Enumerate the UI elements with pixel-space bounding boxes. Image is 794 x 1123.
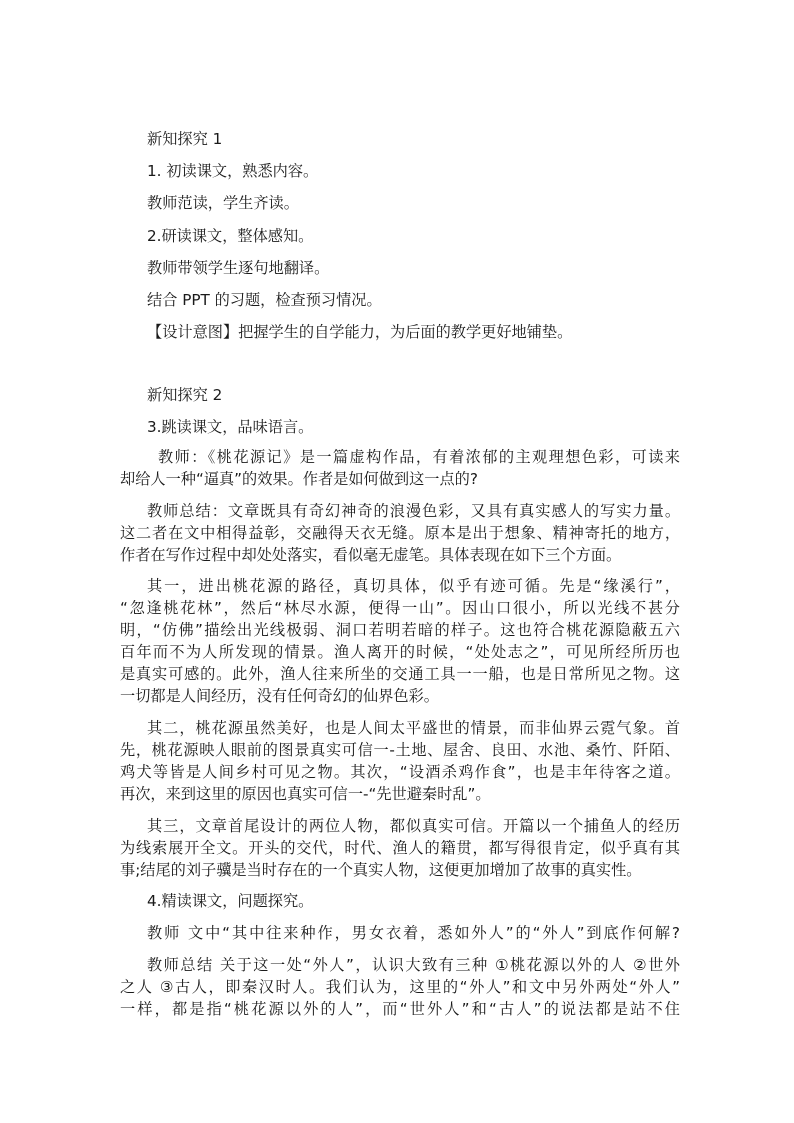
teacher-read-text: 教师范读，学生齐读。: [147, 194, 299, 212]
question-line: 教师：《桃花源记》是一篇虚构作品，有着浓郁的主观理想色彩，可读来: [158, 448, 680, 466]
summary2-line: 教师总结 关于这一处“外人”，认识大致有三种 ①桃花源以外的人 ②世外: [147, 956, 680, 974]
point2-line: 其二，桃花源虽然美好，也是人间太平盛世的情景，而非仙界云霓气象。首: [147, 719, 680, 737]
teacher-lead-text: 教师带领学生逐句地翻译。: [147, 259, 330, 277]
point1-line: 百年而不为人所发现的情景。渔人离开的时候，“处处志之”，可见所经所历也: [120, 643, 680, 661]
summary-line: 教师总结：文章既具有奇幻神奇的浪漫色彩，又具有真实感人的写实力量。: [147, 502, 680, 520]
point3-line: 为线索展开全文。开头的交代，时代、渔人的籍贯，都写得很肯定，似乎真有其: [120, 839, 680, 857]
step2-text: 2.研读课文，整体感知。: [147, 227, 314, 245]
step3-text: 3.跳读课文，品味语言。: [147, 418, 314, 436]
point1-line: “忽逢桃花林”，然后“林尽水源，便得一山”。因山口很小，所以光线不甚分: [120, 599, 680, 617]
section2-title: 新知探究 2: [147, 386, 223, 404]
point1-line: 明，“仿佛”描绘出光线极弱、洞口若明若暗的样子。这也符合桃花源隐蔽五六: [120, 621, 680, 639]
point3-line: 事;结尾的刘子骥是当时存在的一个真实人物，这便更加增加了故事的真实性。: [120, 861, 642, 879]
point2-line: 鸡犬等皆是人间乡村可见之物。其次，“设酒杀鸡作食”，也是丰年待客之道。: [120, 763, 680, 781]
question-line: 却给人一种“逼真”的效果。作者是如何做到这一点的?: [120, 470, 478, 488]
point1-line: 是真实可感的。此外，渔人往来所坐的交通工具一一船，也是日常所见之物。这: [120, 665, 680, 683]
point2-line: 再次，来到这里的原因也真实可信一-“先世避秦时乱”。: [120, 785, 491, 803]
ppt-text: 结合 PPT 的习题，检查预习情况。: [147, 291, 382, 309]
point2-line: 先，桃花源映人眼前的图景真实可信一-土地、屋舍、良田、水池、桑竹、阡陌、: [120, 741, 680, 759]
point1-line: 其一，进出桃花源的路径，真切具体，似乎有迹可循。先是“缘溪行”，: [147, 577, 680, 595]
point3-line: 其三，文章首尾设计的两位人物，都似真实可信。开篇以一个捕鱼人的经历: [147, 817, 680, 835]
step4-text: 4.精读课文，问题探究。: [147, 892, 314, 910]
summary2-line: 一样，都是指“桃花源以外的人”，而“世外人”和“古人”的说法都是站不住: [120, 1000, 680, 1018]
question2-text: 教师 文中“其中往来种作，男女衣着，悉如外人”的“外人”到底作何解?: [147, 924, 680, 942]
summary-line: 这二者在文中相得益彰，交融得天衣无缝。原本是出于想象、精神寄托的地方，: [120, 524, 680, 542]
point1-line: 一切都是人间经历，没有任何奇幻的仙界色彩。: [120, 687, 439, 705]
design-intent-text: 【设计意图】把握学生的自学能力，为后面的教学更好地铺垫。: [147, 323, 573, 341]
summary-line: 作者在写作过程中却处处落实，看似毫无虚笔。具体表现在如下三个方面。: [120, 546, 622, 564]
step1-text: 1. 初读课文，熟悉内容。: [147, 162, 319, 180]
summary2-line: 之人 ③古人，即秦汉时人。我们认为，这里的“外人”和文中另外两处“外人”: [120, 978, 680, 996]
section1-title: 新知探究 1: [147, 130, 223, 148]
